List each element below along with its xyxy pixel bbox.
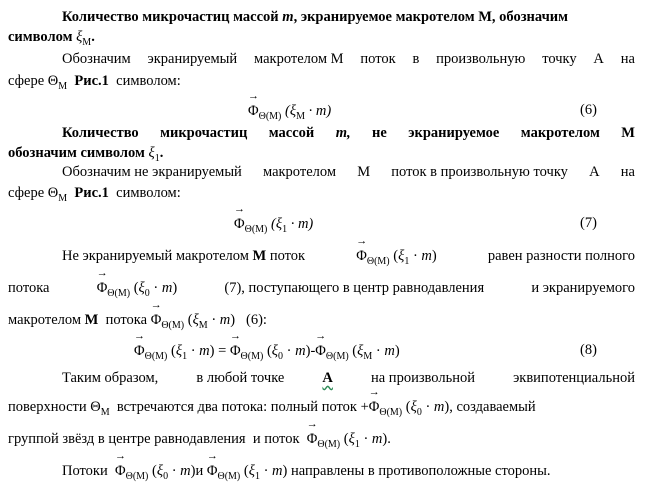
para-1-line-2: [8, 28, 635, 48]
word: макротелом: [520, 125, 600, 141]
text: , экранируемое макротелом М, обозначим: [293, 9, 568, 25]
word: экранируемый: [147, 51, 238, 67]
text: сфере Θ: [8, 73, 59, 89]
subscript: Θ(M): [366, 256, 390, 267]
subscript: 0: [416, 407, 422, 418]
var-m: m: [272, 463, 283, 479]
text: на произвольной: [370, 370, 475, 386]
word: М: [357, 164, 371, 180]
word: массой: [268, 125, 315, 141]
para-5-line-1: [62, 247, 635, 267]
xi-symbol: ξ: [138, 280, 145, 296]
text: эквипотенциальной: [513, 370, 635, 386]
text: поверхности Θ: [8, 399, 101, 415]
text: .: [387, 431, 391, 447]
xi-symbol: ξ: [271, 343, 279, 359]
figure-ref: Рис.1: [74, 73, 109, 89]
subscript: Θ(M): [125, 471, 149, 482]
subscript: 1: [154, 153, 160, 164]
text: потока: [105, 312, 148, 328]
phi-vector-symbol: → Φ: [230, 342, 241, 360]
var-m: m: [161, 280, 173, 296]
equation-6-number: (6): [580, 102, 597, 118]
phi-vector-symbol: → Φ: [307, 430, 318, 448]
word: произвольную: [436, 51, 526, 67]
word: на: [620, 51, 635, 67]
text: ·: [149, 280, 162, 296]
phi-vector-symbol: → Φ: [134, 342, 145, 360]
phi-vector-symbol: → Φ: [207, 462, 218, 480]
var-m: m: [384, 343, 395, 359]
xi-symbol: ξ: [148, 145, 155, 161]
text: ·: [168, 463, 181, 479]
word: экранируемое: [408, 125, 500, 141]
word: микрочастиц: [160, 125, 248, 141]
flux-xiM: → $\Phi_{\Theta(M)}$ $(\xi_М \cdot m)$: [151, 312, 239, 328]
argument: · m): [304, 103, 332, 119]
subscript: Θ(M): [240, 351, 264, 362]
para-3-line-1: [62, 124, 635, 142]
para-5-line-3: [8, 311, 635, 331]
text: символом:: [116, 185, 181, 201]
phi-vector-symbol: → Φ: [115, 462, 126, 480]
xi-symbol: ξ: [76, 29, 83, 45]
text: ·: [207, 312, 220, 328]
minus-sign: -: [310, 343, 316, 359]
para-7-line-1: Потоки → $\Phi_{\Theta(M)}$ $(\xi_0 \cdot m)и \to \Phi_{\Theta(M)}$ $(\xi_1 \cdot m)$ направлены в противоположные стороны.: [62, 462, 635, 482]
text: встречаются два потока: полный поток +: [116, 399, 369, 415]
equals-sign: =: [218, 343, 227, 359]
xi-symbol: ξ: [192, 312, 199, 328]
subscript: М: [198, 320, 208, 331]
equation-6: [248, 102, 635, 122]
text: , создаваемый: [449, 399, 536, 415]
subscript: 0: [163, 471, 169, 482]
word: Обозначим не экранируемый: [62, 164, 242, 180]
subscript: М: [58, 193, 68, 204]
text: и поток: [252, 431, 300, 447]
para-6-line-1: [62, 369, 635, 387]
subscript: Θ(M): [258, 111, 282, 122]
para-1-line-1: [62, 8, 635, 26]
subscript: 1: [282, 224, 288, 235]
text: Не экранируемый макротелом: [62, 248, 249, 264]
subscript: Θ(M): [217, 471, 241, 482]
argument: · m): [287, 216, 314, 232]
phi-vector-symbol: → Φ: [248, 102, 259, 120]
text: символом: [8, 29, 73, 45]
subscript: 1: [182, 351, 188, 362]
word: точку: [542, 51, 577, 67]
text: сфере Θ: [8, 185, 59, 201]
word: М: [621, 125, 635, 141]
phi-vector-symbol: → Φ: [315, 342, 326, 360]
text: символом:: [116, 73, 181, 89]
text: макротелом: [8, 312, 82, 328]
subscript: Θ(M): [244, 224, 268, 235]
subscript: Θ(M): [107, 288, 131, 299]
var-m: m: [421, 248, 432, 264]
text: ·: [409, 248, 422, 264]
xi-symbol: ξ: [398, 248, 405, 264]
equation-8-number: (8): [580, 342, 597, 358]
phi-vector-symbol: → Φ: [356, 247, 367, 265]
text: и экранируемого: [531, 280, 635, 296]
word: макротелом: [263, 164, 337, 180]
text: М: [84, 312, 99, 328]
var-m: m: [371, 431, 383, 447]
text: ·: [421, 399, 434, 415]
text: потока: [8, 280, 50, 296]
para-3-line-2: [8, 144, 635, 164]
para-4-line-1: [62, 163, 635, 181]
flux-xi1: → $\Phi_{\Theta(M)}$ $(\xi_1 \cdot m)$: [356, 247, 437, 267]
argument: (ξ: [285, 103, 297, 119]
xi-symbol: ξ: [410, 399, 417, 415]
para-4-line-2: [8, 184, 635, 204]
text: ·: [359, 431, 372, 447]
var-m: m: [219, 312, 231, 328]
xi-symbol: ξ: [348, 431, 355, 447]
text: в любой точке: [196, 370, 285, 386]
subscript: М: [363, 351, 373, 362]
var-m: m: [180, 463, 191, 479]
text: обозначим символом: [8, 145, 145, 161]
phi-vector-symbol: → Φ: [369, 398, 380, 416]
subscript: М: [58, 81, 68, 92]
subscript: 0: [144, 288, 150, 299]
equation-8: → $\Phi_{\Theta(M)}$ $(\xi_1 \cdot m)$ = → $\Phi_{\Theta(M)}$ $(\xi_0 \cdot m)-\to \Phi_{\Theta(M)}$ $(\xi_М \cdot m)$: [134, 342, 635, 362]
word: поток в произвольную точку: [391, 164, 568, 180]
figure-ref: Рис.1: [74, 185, 109, 201]
text: и: [195, 463, 204, 479]
subscript: М: [296, 111, 305, 122]
text: Потоки: [62, 463, 108, 479]
subscript: Θ(M): [325, 351, 349, 362]
subscript: Θ(M): [161, 320, 185, 331]
text: поток: [269, 248, 306, 264]
text: Количество микрочастиц массой: [62, 9, 279, 25]
para-6-line-2: поверхности $\Theta_М$ встречаются два потока: полный поток +→ $\Phi_{\Theta(M)}$ $(\xi_0 \cdot m)$, создаваемый: [8, 398, 635, 418]
para-2-line-2: [8, 72, 635, 92]
phi-vector-symbol: → Φ: [97, 279, 108, 297]
text: Таким образом,: [62, 370, 159, 386]
para-6-line-3: группой звёзд в центре равнодавления и поток → $\Phi_{\Theta(M)}$ $(\xi_1 \cdot m)$.: [8, 430, 635, 450]
subscript: 1: [254, 471, 260, 482]
subscript: Θ(M): [144, 351, 168, 362]
text: (7), поступающего в центр равнодавления: [224, 280, 485, 296]
text: ·: [283, 343, 296, 359]
flux-xi0: → $\Phi_{\Theta(M)}$ $(\xi_0 \cdot m)$: [97, 279, 178, 299]
xi-symbol: ξ: [248, 463, 255, 479]
word: Количество: [62, 125, 139, 141]
text: равен разности полного: [487, 248, 635, 264]
word: на: [620, 164, 635, 180]
text: .: [159, 145, 164, 161]
text: ·: [259, 463, 273, 479]
word: макротелом М: [254, 51, 344, 67]
equation-7-number: (7): [580, 215, 597, 231]
subscript: 0: [278, 351, 284, 362]
text: группой звёзд в центре равнодавления: [8, 431, 246, 447]
point-a: А: [322, 370, 333, 386]
word: Обозначим: [62, 51, 131, 67]
word: m,: [335, 125, 351, 141]
subscript: Θ(M): [317, 439, 341, 450]
word: А: [589, 164, 600, 180]
subscript: 1: [404, 256, 410, 267]
subscript: 1: [354, 439, 360, 450]
text: .: [91, 29, 95, 45]
text: направлены в противоположные стороны.: [291, 463, 551, 479]
text: ·: [187, 343, 200, 359]
para-2-line-1: [62, 50, 635, 68]
subscript: М: [82, 37, 92, 48]
word: поток: [360, 51, 396, 67]
var-m: m: [199, 343, 210, 359]
text: (6):: [245, 312, 267, 328]
text: М: [252, 248, 267, 264]
word: не: [372, 125, 387, 141]
text: ·: [372, 343, 385, 359]
word: в: [412, 51, 420, 67]
var-m: m: [295, 343, 306, 359]
para-5-line-2: [8, 279, 635, 299]
subscript: М: [100, 407, 110, 418]
xi-symbol: ξ: [156, 463, 164, 479]
xi-symbol: ξ: [175, 343, 183, 359]
phi-vector-symbol: → Φ: [151, 311, 162, 329]
word: А: [593, 51, 604, 67]
argument: (ξ: [271, 216, 283, 232]
subscript: Θ(M): [379, 407, 403, 418]
phi-vector-symbol: → Φ: [234, 215, 245, 233]
var-m: m: [282, 9, 294, 25]
var-m: m: [433, 399, 445, 415]
equation-7: [234, 215, 635, 235]
xi-symbol: ξ: [357, 343, 364, 359]
